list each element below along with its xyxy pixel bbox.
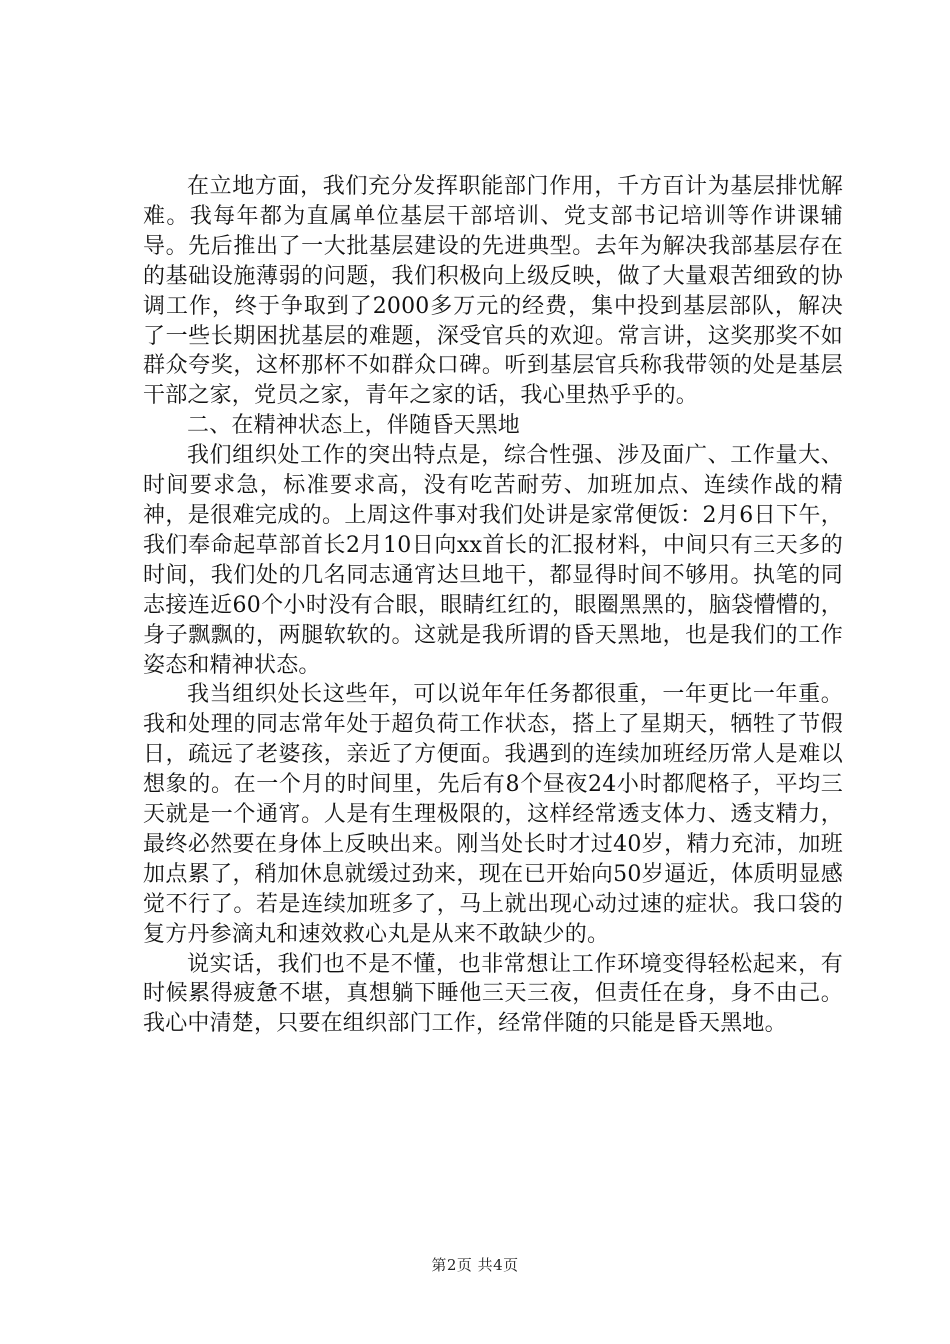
paragraph-work-characteristics: 我们组织处工作的突出特点是，综合性强、涉及面广、工作量大、时间要求急，标准要求高，没有吃苦耐劳、加班加点、连续作战的精神，是很难完成的。上周这件事对我们处讲是家常便饭：2月6日下午，我们奉命起草部首长2月10日向xx首长的汇报材料，中间只有三天多的时间，我们处的几名同志通宵达旦地干，都显得时间不够用。执笔的同志接连近60个小时没有合眼，眼睛红红的，眼圈黑黑的，脑袋懵懵的，身子飘飘的，两腿软软的。这就是我所谓的昏天黑地，也是我们的工作姿态和精神状态。 [143,443,843,678]
document-body [143,172,843,1039]
paragraph-infrastructure-support: 在立地方面，我们充分发挥职能部门作用，千方百计为基层排忧解难。我每年都为直属单位基层干部培训、党支部书记培训等作讲课辅导。先后推出了一大批基层建设的先进典型。去年为解决我部基层存在的基础设施薄弱的问题，我们积极向上级反映，做了大量艰苦细致的协调工作，终于争取到了2000多万元的经费，集中投到基层部队，解决了一些长期困扰基层的难题，深受官兵的欢迎。常言讲，这奖那奖不如群众夸奖，这杯那杯不如群众口碑。听到基层官兵称我带领的处是基层干部之家，党员之家，青年之家的话，我心里热乎乎的。 [143,174,843,409]
section-heading-mental-state: 二、在精神状态上，伴随昏天黑地 [187,413,521,439]
paragraph-responsibility: 说实话，我们也不是不懂，也非常想让工作环境变得轻松起来，有时候累得疲惫不堪，真想躺下睡他三天三夜，但责任在身，身不由己。我心中清楚，只要在组织部门工作，经常伴随的只能是昏天黑地。 [143,951,843,1037]
page-footer: 第2页 共4页 [431,1256,519,1274]
paragraph-overtime-experience: 我当组织处长这些年，可以说年年任务都很重，一年更比一年重。我和处理的同志常年处于超负荷工作状态，搭上了星期天，牺牲了节假日，疏远了老婆孩，亲近了方便面。我遇到的连续加班经历常人是难以想象的。在一个月的时间里，先后有8个昼夜24小时都爬格子，平均三天就是一个通宵。人是有生理极限的，这样经常透支体力、透支精力，最终必然要在身体上反映出来。刚当处长时才过40岁，精力充沛，加班加点累了，稍加休息就缓过劲来，现在已开始向50岁逼近，体质明显感觉不行了。若是连续加班多了，马上就出现心动过速的症状。我口袋的复方丹参滴丸和速效救心丸是从来不敢缺少的。 [143,682,843,947]
